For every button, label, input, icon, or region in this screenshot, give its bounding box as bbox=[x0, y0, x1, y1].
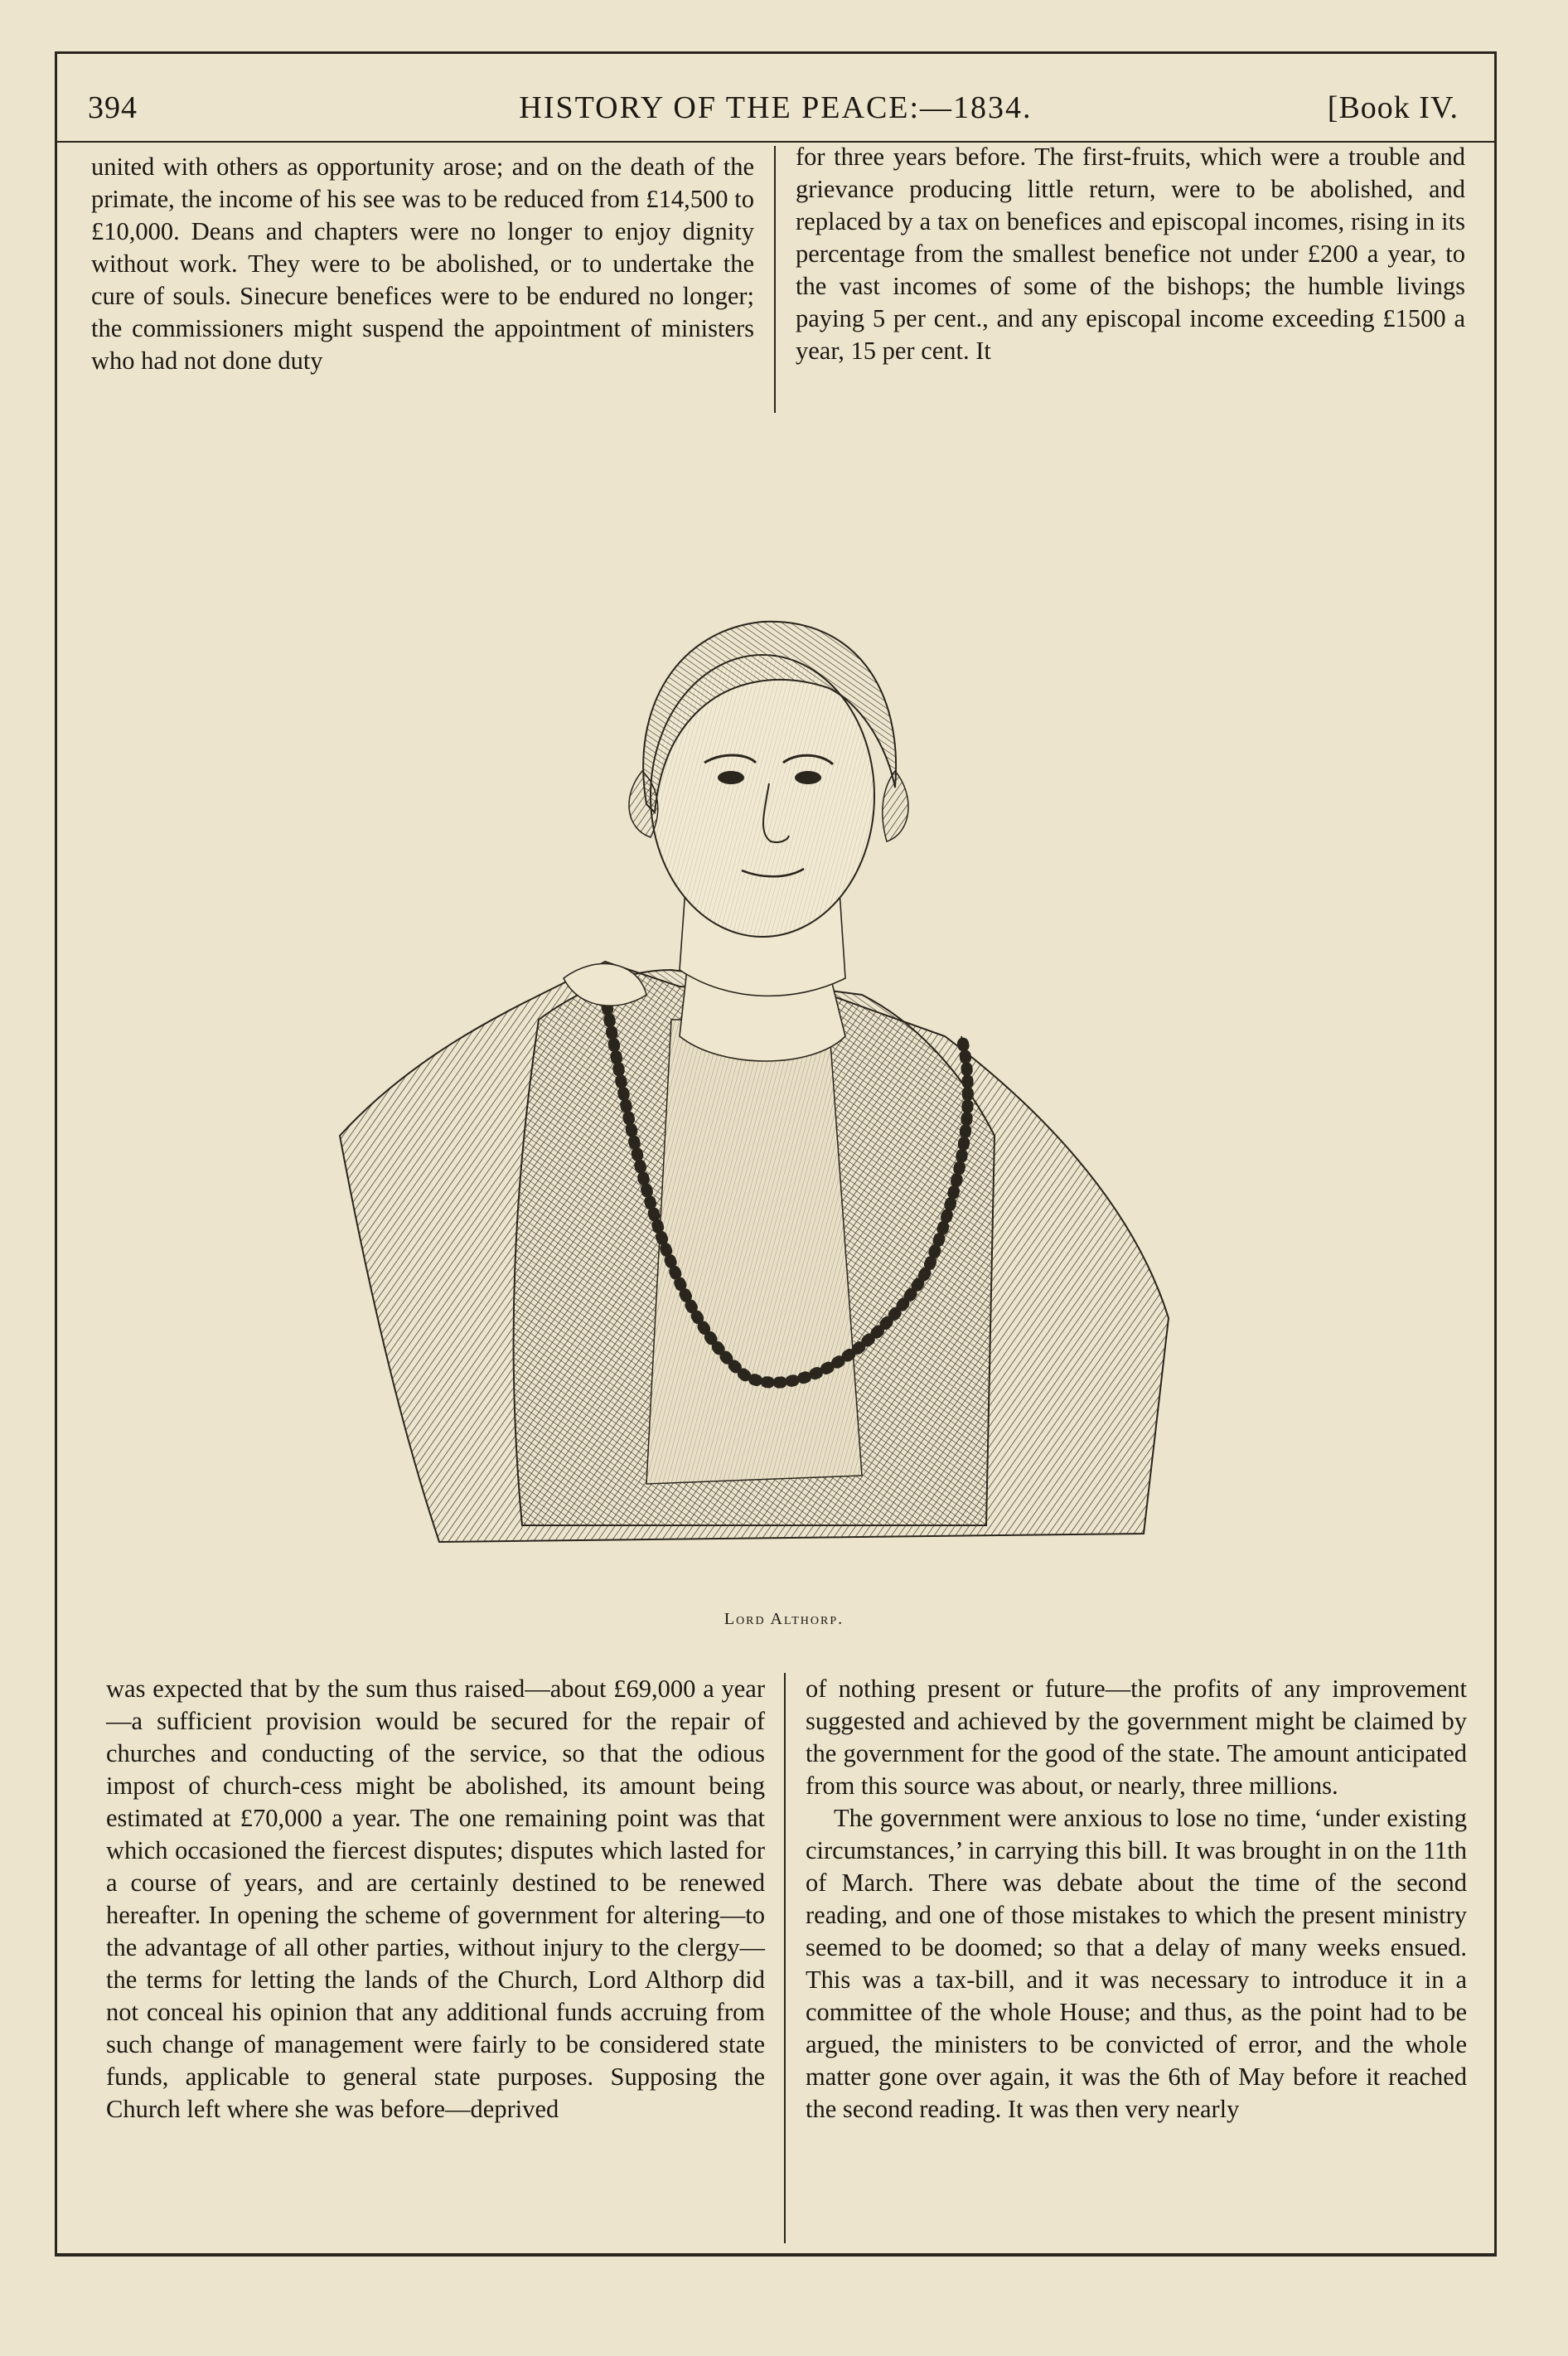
column-divider bbox=[774, 146, 776, 413]
book-label: [Book IV. bbox=[1327, 90, 1459, 125]
paragraph: united with others as opportunity arose; and on the death of the primate, the income of his see was to be reduced from £14,500 to £10,000. Deans and chapters were no longer to enjoy dignity without work. They were to be abolished, or to undertake the cure of souls. Sinecure benefices were to be endured no longer; the commissioners might suspend the appointment of ministers who had not done duty bbox=[91, 153, 754, 375]
paragraph: The government were anxious to lose no time, ‘under existing circumstances,’ in carrying this bill. It was brought in on the 11th of March. There was debate about the time of the second reading, and one of those mistakes to which the present ministry seemed to be doomed; so that a delay of many weeks ensued. This was a tax-bill, and it was necessary to introduce it in a committee of the whole House; and thus, as the point had to be argued, the ministers to be convicted of error, and the whole matter gone over again, it was the 6th of May before it reached the second reading. It was then very nearly bbox=[806, 1804, 1467, 2123]
paragraph: of nothing present or future—the profits of any improvement suggested and achieved by the government might be claimed by the government for the good of the state. The amount anticipated from this source was about, or nearly, three millions. bbox=[806, 1675, 1467, 1800]
paragraph: was expected that by the sum thus raised—about £69,000 a year—a sufficient provision would be secured for the repair of churches and conducting of the service, so that the odious impost of church-cess might be abolished, its amount being estimated at £70,000 a year. The one remaining point was that which occasioned the fiercest disputes; disputes which lasted for a course of years, and are certainly destined to be renewed hereafter. In opening the scheme of government for altering—to the advantage of all other parties, without injury to the clergy—the terms for letting the lands of the Church, Lord Althorp did not conceal his opinion that any additional funds accruing from such change of management were fairly to be considered state funds, applicable to general state purposes. Supposing the Church left where she was before—deprived bbox=[106, 1675, 765, 2123]
running-title: HISTORY OF THE PEACE:—1834. bbox=[519, 90, 1033, 125]
bottom-right-column bbox=[806, 1673, 1467, 2126]
paragraph: for three years before. The first-fruits, which were a trouble and grievance producing little return, were to be abolished, and replaced by a tax on benefices and episcopal incomes, rising in its percentage from the smallest benefice not under £200 a year, to the vast incomes of some of the bishops; the humble livings paying 5 per cent., and any episcopal income exceeding £1500 a year, 15 per cent. It bbox=[796, 143, 1465, 365]
page-number: 394 bbox=[88, 90, 138, 125]
top-left-column bbox=[91, 151, 754, 377]
column-divider bbox=[784, 1673, 786, 2243]
portrait-illustration bbox=[332, 605, 1185, 1559]
lord-althorp-portrait bbox=[332, 605, 1185, 1559]
running-header bbox=[55, 76, 1497, 143]
top-right-column bbox=[796, 141, 1465, 367]
bottom-rule bbox=[55, 2253, 1497, 2255]
bottom-left-column bbox=[106, 1673, 765, 2126]
illustration-caption: Lord Althorp. bbox=[724, 1610, 844, 1628]
